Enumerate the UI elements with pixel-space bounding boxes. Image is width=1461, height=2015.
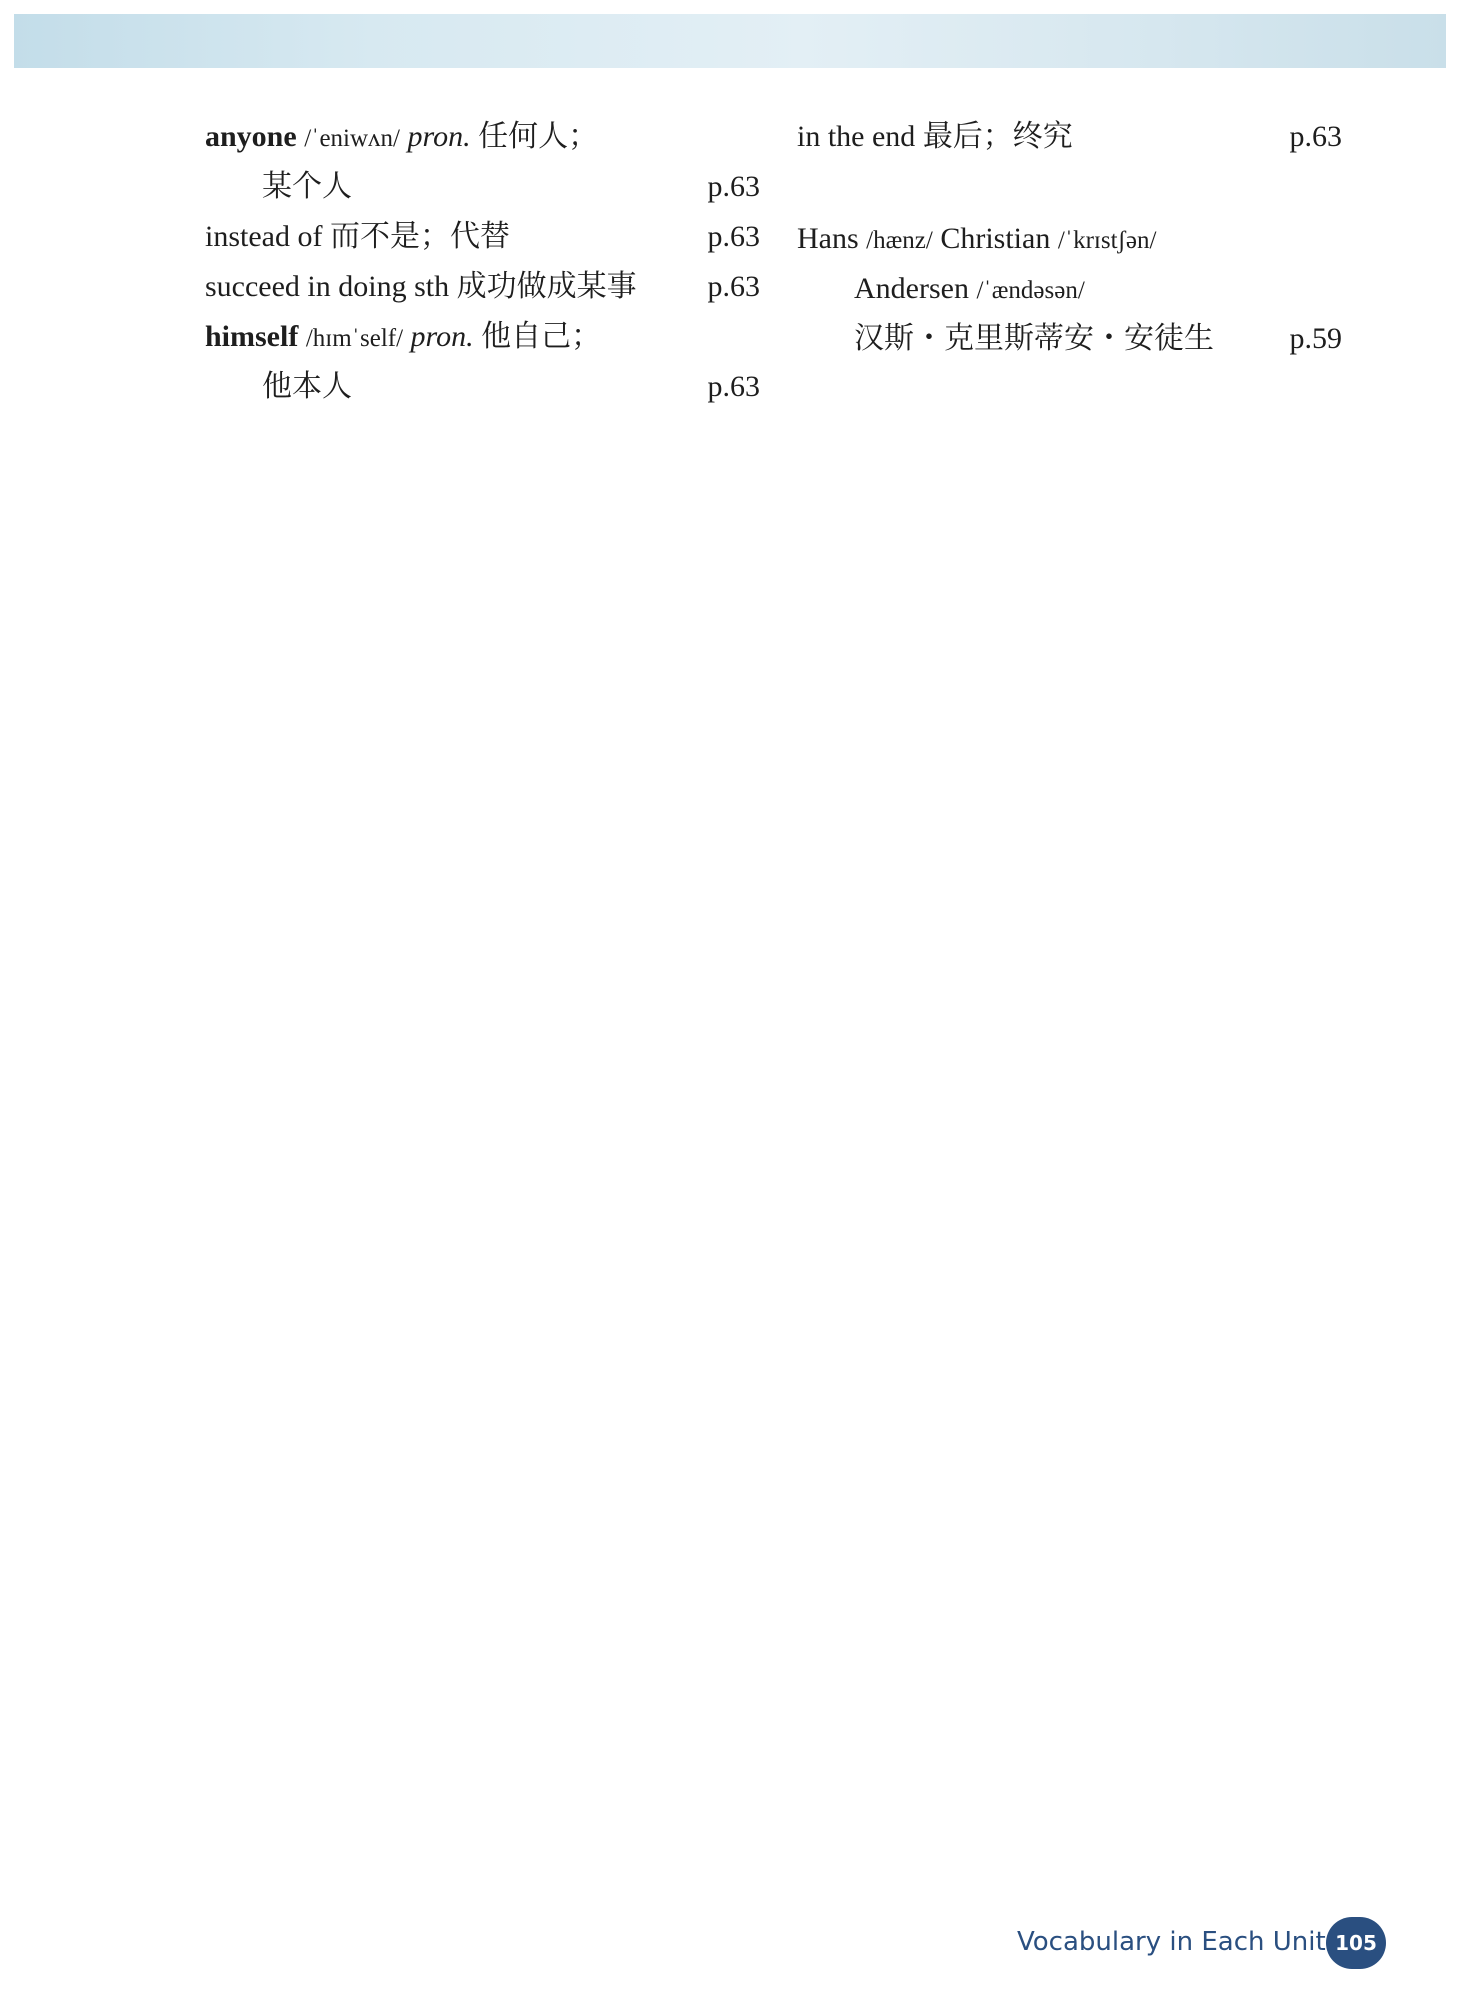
headword: himself (205, 320, 299, 353)
page-reference: p.63 (707, 370, 760, 403)
page-reference: p.63 (1289, 120, 1342, 153)
header-band (14, 14, 1446, 68)
vocab-entry-hans-christian-andersen (797, 214, 1342, 364)
phonetic: /hɪmˈself/ (305, 325, 404, 352)
part-of-speech: pron. (410, 320, 474, 353)
headword: Andersen (854, 272, 969, 305)
meaning: 最后；终究 (922, 120, 1073, 153)
meaning: 任何人； (478, 120, 599, 153)
phonetic: /ˈeniwʌn/ (304, 125, 401, 152)
vocab-entry-instead-of (205, 212, 760, 262)
headword: anyone (205, 120, 297, 153)
meaning: 而不是；代替 (329, 220, 510, 253)
page-reference: p.59 (1289, 322, 1342, 355)
entry-line (205, 112, 760, 162)
meaning: 成功做成某事 (456, 270, 637, 303)
entry-line (205, 262, 760, 312)
entry-line-continued (797, 264, 1342, 314)
vocab-entry-in-the-end (797, 112, 1342, 162)
meaning-continued: 某个人 (262, 170, 352, 203)
entry-line-continued (205, 162, 760, 212)
headword: instead of (205, 220, 323, 253)
phonetic: /ˈændəsən/ (976, 277, 1085, 304)
part-of-speech: pron. (407, 120, 471, 153)
entry-line (205, 212, 760, 262)
vocab-entry-himself (205, 312, 760, 412)
headword: Hans (797, 222, 859, 255)
headword: in the end (797, 120, 916, 153)
page-reference: p.63 (707, 270, 760, 303)
entry-line (797, 214, 1342, 264)
meaning-continued: 他本人 (262, 370, 352, 403)
meaning: 他自己； (481, 320, 602, 353)
footer-section-title: Vocabulary in Each Unit (1017, 1927, 1326, 1957)
vocab-column-left (205, 112, 760, 412)
phonetic: /ˈkrɪstʃən/ (1057, 227, 1157, 254)
headword: succeed in doing sth (205, 270, 450, 303)
page-reference: p.63 (707, 170, 760, 203)
entry-line (797, 112, 1342, 162)
entry-line-continued (205, 362, 760, 412)
vocab-entry-anyone (205, 112, 760, 212)
headword: Christian (940, 222, 1051, 255)
vocab-entry-succeed-in-doing (205, 262, 760, 312)
entry-line-continued (797, 314, 1342, 364)
vocab-column-right (797, 112, 1342, 364)
entry-spacer (797, 162, 1342, 214)
page-reference: p.63 (707, 220, 760, 253)
entry-line (205, 312, 760, 362)
page-number-badge: 105 (1326, 1917, 1386, 1969)
meaning: 汉斯・克里斯蒂安・安徒生 (854, 322, 1214, 355)
phonetic: /hænz/ (866, 227, 933, 254)
